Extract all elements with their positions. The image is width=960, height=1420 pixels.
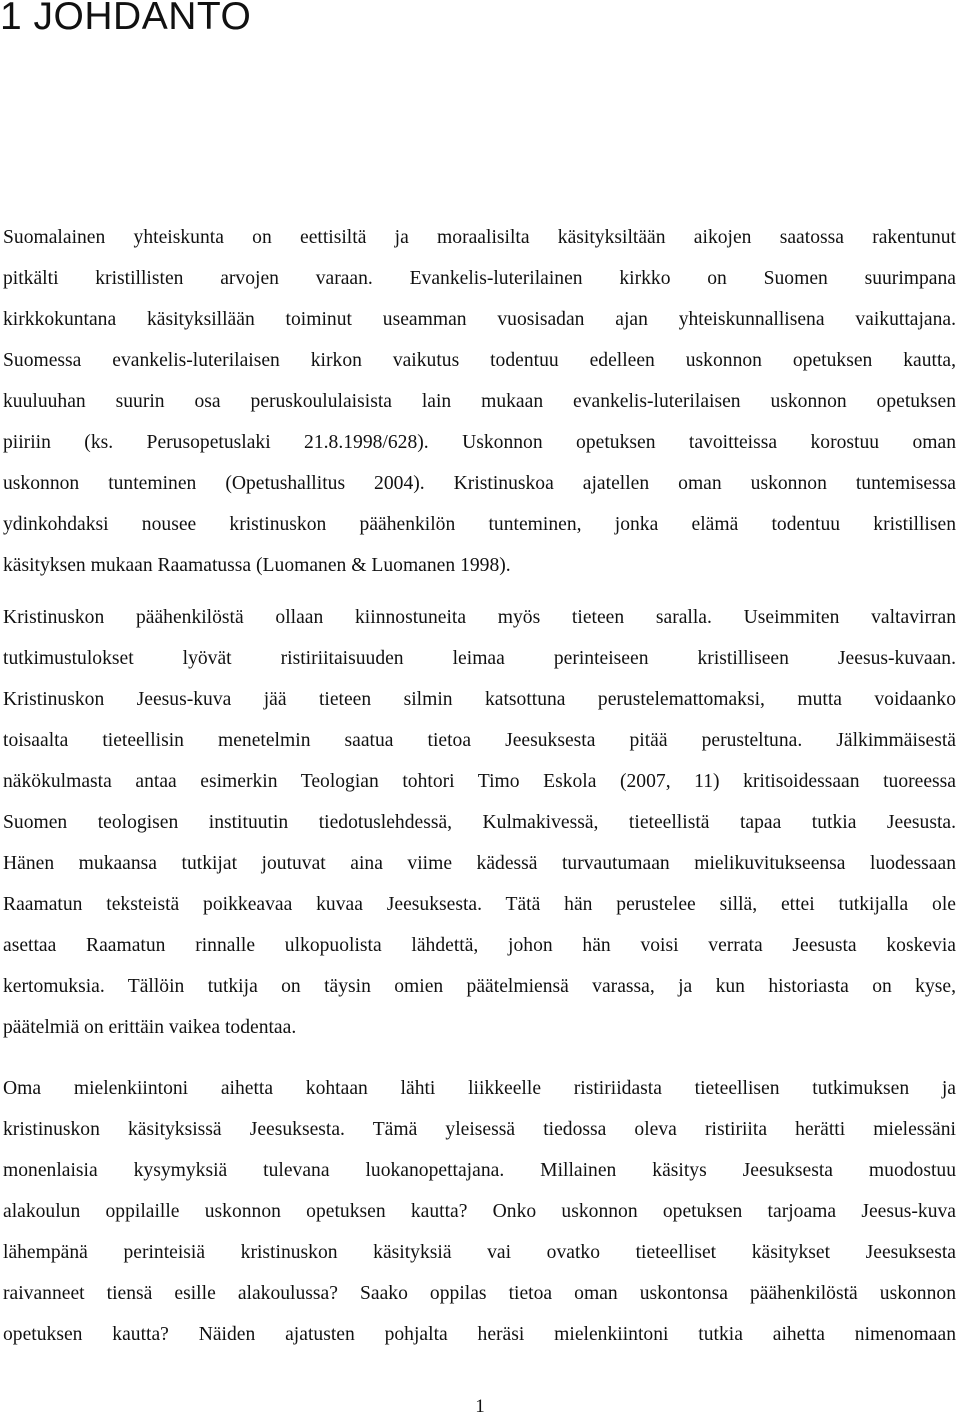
paragraph-line: tutkimustulokset lyövät ristiriitaisuuden leimaa perinteiseen kristilliseen Jeesus-kuvaan.: [3, 648, 956, 669]
paragraph-line: alakoulun oppilaille uskonnon opetuksen kautta? Onko uskonnon opetuksen tarjoama Jeesus-kuva: [3, 1201, 956, 1222]
paragraph-line: lähempänä perinteisiä kristinuskon käsityksiä vai ovatko tieteelliset käsitykset Jeesuksesta: [3, 1242, 956, 1263]
paragraph-line: kuuluuhan suurin osa peruskoululaisista lain mukaan evankelis-luterilaisen uskonnon opetuksen: [3, 391, 956, 412]
paragraph-line: monenlaisia kysymyksiä tulevana luokanopettajana. Millainen käsitys Jeesuksesta muodostuu: [3, 1160, 956, 1181]
paragraph-line: kristinuskon käsityksissä Jeesuksesta. Tämä yleisessä tiedossa oleva ristiriita herätti mielessäni: [3, 1119, 956, 1140]
paragraph-line: päätelmiä on erittäin vaikea todentaa.: [3, 1017, 297, 1038]
paragraph-line: käsityksen mukaan Raamatussa (Luomanen & Luomanen 1998).: [3, 555, 511, 576]
paragraph-line: opetuksen kautta? Näiden ajatusten pohjalta heräsi mielenkiintoni tutkia aihetta nimenomaan: [3, 1324, 956, 1345]
paragraph-line: ydinkohdaksi nousee kristinuskon päähenkilön tunteminen, jonka elämä todentuu kristillisen: [3, 514, 956, 535]
paragraph-line: uskonnon tunteminen (Opetushallitus 2004). Kristinuskoa ajatellen oman uskonnon tuntemisessa: [3, 473, 956, 494]
paragraph-line: toisaalta tieteellisin menetelmin saatua tietoa Jeesuksesta pitää perusteltuna. Jälkimmäisestä: [3, 730, 956, 751]
paragraph-line: Kristinuskon Jeesus-kuva jää tieteen silmin katsottuna perustelemattomaksi, mutta voidaanko: [3, 689, 956, 710]
paragraph-line: Raamatun teksteistä poikkeavaa kuvaa Jeesuksesta. Tätä hän perustelee sillä, ettei tutkijalla ole: [3, 894, 956, 915]
paragraph-line: raivanneet tiensä esille alakoulussa? Saako oppilas tietoa oman uskontonsa päähenkilöstä uskonnon: [3, 1283, 956, 1304]
paragraph-line: Suomalainen yhteiskunta on eettisiltä ja moraalisilta käsityksiltään aikojen saatossa rakentunut: [3, 227, 956, 248]
paragraph-line: Suomen teologisen instituutin tiedotuslehdessä, Kulmakivessä, tieteellistä tapaa tutkia Jeesusta.: [3, 812, 956, 833]
paragraph-line: Suomessa evankelis-luterilaisen kirkon vaikutus todentuu edelleen uskonnon opetuksen kautta,: [3, 350, 956, 371]
paragraph-line: kertomuksia. Tällöin tutkija on täysin omien päätelmiensä varassa, ja kun historiasta on kyse,: [3, 976, 956, 997]
paragraph-line: näkökulmasta antaa esimerkin Teologian tohtori Timo Eskola (2007, 11) kritisoidessaan tuoreessa: [3, 771, 956, 792]
paragraph-line: pitkälti kristillisten arvojen varaan. Evankelis-luterilainen kirkko on Suomen suurimpana: [3, 268, 956, 289]
paragraph-line: Hänen mukaansa tutkijat joutuvat aina viime kädessä turvautumaan mielikuvitukseensa luodessaan: [3, 853, 956, 874]
paragraph-line: kirkkokuntana käsityksillään toiminut useamman vuosisadan ajan yhteiskunnallisena vaikuttajana.: [3, 309, 956, 330]
paragraph-line: piiriin (ks. Perusopetuslaki 21.8.1998/628). Uskonnon opetuksen tavoitteissa korostuu oman: [3, 432, 956, 453]
page-number: 1: [475, 1396, 485, 1417]
paragraph-line: Oma mielenkiintoni aihetta kohtaan lähti liikkeelle ristiriidasta tieteellisen tutkimuksen ja: [3, 1078, 956, 1099]
chapter-heading: 1 JOHDANTO: [0, 0, 252, 38]
paragraph-line: asettaa Raamatun rinnalle ulkopuolista lähdettä, johon hän voisi verrata Jeesusta koskevia: [3, 935, 956, 956]
paragraph-line: Kristinuskon päähenkilöstä ollaan kiinnostuneita myös tieteen saralla. Useimmiten valtavirran: [3, 607, 956, 628]
